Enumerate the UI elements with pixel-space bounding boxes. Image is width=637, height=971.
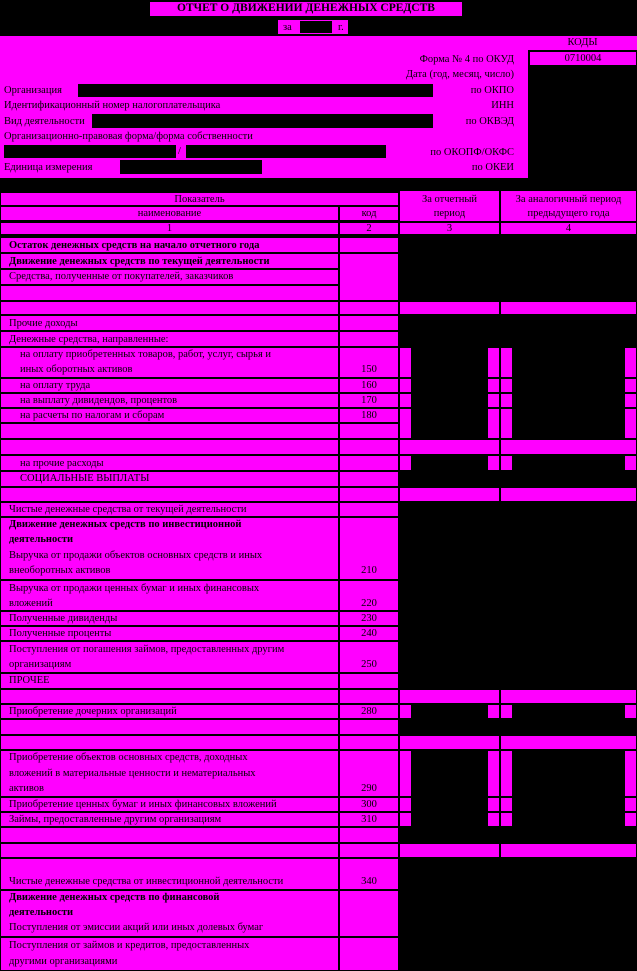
value-cell-edge: [400, 813, 411, 826]
legal-form-label: Организационно-правовая форма/форма собственности: [4, 131, 253, 142]
table-row: [1, 286, 338, 300]
value-cell-edge: [501, 409, 512, 438]
code-280: 280: [361, 706, 377, 717]
table-row: [1, 736, 338, 749]
table-row: [1, 488, 338, 501]
row-fixed-assets-purchase-3: активов: [9, 783, 44, 794]
row-current-activity: Движение денежных средств по текущей деятельности: [9, 256, 270, 267]
code-cell: [340, 332, 398, 346]
organization-label: Организация: [4, 85, 62, 96]
value-cell-edge: [501, 456, 512, 470]
code-cell: [340, 674, 398, 688]
code-cell: [340, 424, 398, 438]
value-cell[interactable]: [501, 690, 636, 703]
code-cell: [340, 938, 398, 970]
code-170: 170: [361, 395, 377, 406]
code-cell: [340, 828, 398, 842]
row-investing-1: Движение денежных средств по инвестиционной: [9, 519, 242, 530]
period-field[interactable]: [300, 21, 332, 33]
value-cell-edge: [400, 456, 411, 470]
code-240: 240: [361, 628, 377, 639]
activity-field[interactable]: [92, 114, 433, 128]
row-loans-repaid-1: Поступления от погашения займов, предоставленных другим: [9, 644, 285, 655]
value-cell[interactable]: [400, 844, 499, 857]
value-cell-edge: [488, 456, 499, 470]
unit-field[interactable]: [120, 160, 262, 174]
row-interest-received: Полученные проценты: [9, 628, 112, 639]
header-indicator: Показатель: [174, 194, 225, 205]
code-160: 160: [361, 380, 377, 391]
code-cell: [340, 891, 398, 936]
column-number-2: 2: [366, 223, 372, 234]
row-securities-sale-1: Выручка от продажи ценных бумаг и иных финансовых: [9, 583, 260, 594]
header-code: код: [361, 208, 377, 219]
period-g: г.: [338, 22, 344, 33]
code-cell: [340, 440, 398, 454]
header-name: наименование: [137, 208, 202, 219]
value-cell-edge: [400, 751, 411, 796]
value-cell-edge: [501, 798, 512, 811]
table-row: [1, 674, 338, 688]
value-cell-edge: [400, 409, 411, 438]
value-cell[interactable]: [501, 844, 636, 857]
code-cell: [340, 736, 398, 749]
code-250: 250: [361, 659, 377, 670]
legal-form-slash: /: [178, 146, 181, 157]
row-net-investing: Чистые денежные средства от инвестиционной деятельности: [9, 876, 284, 887]
okopf-label: по ОКОПФ/ОКФС: [430, 147, 514, 158]
row-fixed-assets-sale-2: внеоборотных активов: [9, 565, 111, 576]
code-cell: [340, 488, 398, 501]
code-cell: [340, 316, 398, 330]
row-funds-directed: Денежные средства, направленные:: [9, 334, 169, 345]
row-securities-sale-2: вложений: [9, 598, 53, 609]
value-cell-edge: [400, 379, 411, 392]
value-cell-edge: [488, 751, 499, 796]
code-230: 230: [361, 613, 377, 624]
page-title: ОТЧЕТ О ДВИЖЕНИИ ДЕНЕЖНЫХ СРЕДСТВ: [177, 2, 435, 14]
value-cell[interactable]: [501, 302, 636, 314]
code-210: 210: [361, 565, 377, 576]
table-row: [1, 828, 338, 842]
value-cell-edge: [501, 379, 512, 392]
table-row: [1, 720, 338, 734]
code-cell: [340, 844, 398, 857]
code-150: 150: [361, 364, 377, 375]
date-label: Дата (год, месяц, число): [405, 69, 514, 80]
forma-label: Форма № 4 по ОКУД: [419, 54, 514, 65]
code-cell: [340, 690, 398, 703]
header-current-2: период: [433, 208, 466, 219]
table-row: [1, 440, 338, 454]
header-current-1: За отчетный: [421, 194, 478, 205]
value-cell-edge: [400, 705, 411, 718]
row-loans-repaid-2: организациям: [9, 659, 72, 670]
row-dividends-interest: на выплату дивидендов, процентов: [20, 395, 178, 406]
value-cell-edge: [625, 379, 636, 392]
value-cell-edge: [625, 394, 636, 407]
value-cell-edge: [488, 798, 499, 811]
value-cell-edge: [488, 409, 499, 438]
value-cell-edge: [625, 705, 636, 718]
table-row: [1, 302, 338, 314]
value-cell-edge: [400, 798, 411, 811]
value-cell-edge: [488, 813, 499, 826]
value-cell-edge: [488, 379, 499, 392]
table-row: [1, 844, 338, 857]
legal-form-field-2[interactable]: [186, 145, 386, 158]
value-cell-edge: [501, 705, 512, 718]
code-cell: [340, 503, 398, 516]
row-dividends-received: Полученные дивиденды: [9, 613, 118, 624]
value-cell-edge: [625, 798, 636, 811]
value-cell-edge: [400, 394, 411, 407]
row-securities-purchase: Приобретение ценных бумаг и иных финансовых вложений: [9, 799, 277, 810]
code-300: 300: [361, 799, 377, 810]
row-fixed-assets-sale-1: Выручка от продажи объектов основных средств и иных: [9, 550, 263, 561]
value-cell-edge: [488, 394, 499, 407]
value-cell-edge: [501, 751, 512, 796]
activity-label: Вид деятельности: [4, 116, 85, 127]
value-cell-edge: [625, 409, 636, 438]
okud-value: 0710004: [564, 53, 602, 64]
value-cell-edge: [488, 348, 499, 377]
table-row: [1, 690, 338, 703]
row-opening-balance: Остаток денежных средств на начало отчетного года: [9, 240, 260, 251]
row-loans-received-1: Поступления от займов и кредитов, предоставленных: [9, 940, 250, 951]
okpo-label: по ОКПО: [470, 85, 514, 96]
row-financing-2: деятельности: [9, 907, 74, 918]
value-cell-edge: [625, 456, 636, 470]
row-other-income: Прочие доходы: [9, 318, 78, 329]
row-loans-received-2: другими организациями: [9, 956, 118, 967]
code-cell: [340, 238, 398, 252]
value-cell-edge: [488, 705, 499, 718]
code-cell: [340, 720, 398, 734]
row-shares-issue: Поступления от эмиссии акций или иных долевых бумаг: [9, 922, 264, 933]
row-net-current: Чистые денежные средства от текущей деятельности: [9, 504, 247, 515]
row-goods-payment-2: иных оборотных активов: [20, 364, 133, 375]
inn-code-label: ИНН: [491, 100, 514, 111]
value-cell-edge: [501, 394, 512, 407]
column-number-4: 4: [565, 223, 572, 234]
value-cell[interactable]: [400, 488, 499, 501]
row-from-customers: Средства, полученные от покупателей, заказчиков: [9, 271, 234, 282]
value-cell[interactable]: [400, 736, 499, 749]
codes-label: КОДЫ: [567, 37, 598, 48]
period-za: за: [283, 22, 292, 33]
value-cell[interactable]: [400, 302, 499, 314]
code-340: 340: [361, 876, 377, 887]
table-row: [1, 424, 338, 438]
column-number-3: 3: [446, 223, 453, 234]
value-cell[interactable]: [501, 736, 636, 749]
value-cell-edge: [501, 348, 512, 377]
value-cell[interactable]: [400, 690, 499, 703]
okei-label: по ОКЕИ: [471, 162, 514, 173]
row-loans-given: Займы, предоставленные другим организациям: [9, 814, 222, 825]
row-fixed-assets-purchase-1: Приобретение объектов основных средств, доходных: [9, 752, 248, 763]
header-prev-1: За аналогичный период: [515, 194, 622, 205]
code-cell: [340, 302, 398, 314]
value-cell-edge: [625, 751, 636, 796]
column-number-1: 1: [166, 223, 173, 234]
value-cell-edge: [625, 348, 636, 377]
value-cell-edge: [625, 813, 636, 826]
row-financing-1: Движение денежных средств по финансовой: [9, 892, 220, 903]
value-cell-edge: [501, 813, 512, 826]
value-cell[interactable]: [400, 440, 499, 454]
unit-label: Единица измерения: [4, 162, 93, 173]
row-goods-payment-1: на оплату приобретенных товаров, работ, услуг, сырья и: [20, 349, 272, 360]
row-fixed-assets-purchase-2: вложений в материальные ценности и нематериальных: [9, 768, 256, 779]
code-290: 290: [361, 783, 377, 794]
row-taxes: на расчеты по налогам и сборам: [20, 410, 165, 421]
row-salary: на оплату труда: [20, 380, 91, 391]
organization-field[interactable]: [78, 84, 433, 97]
header-prev-2: предыдущего года: [527, 208, 610, 219]
legal-form-field-1[interactable]: [4, 145, 176, 158]
code-cell: [340, 472, 398, 486]
inn-label: Идентификационный номер налогоплательщика: [4, 100, 221, 111]
value-cell[interactable]: [501, 488, 636, 501]
row-other-investing: ПРОЧЕЕ: [9, 675, 50, 686]
value-cell[interactable]: [501, 440, 636, 454]
row-subsidiaries: Приобретение дочерних организаций: [9, 706, 177, 717]
row-investing-2: деятельности: [9, 534, 74, 545]
row-social-payments: СОЦИАЛЬНЫЕ ВЫПЛАТЫ: [20, 473, 150, 484]
code-180: 180: [361, 410, 377, 421]
code-cell: [340, 254, 398, 300]
row-other-expenses: на прочие расходы: [20, 458, 104, 469]
code-cell: [340, 456, 398, 470]
code-310: 310: [361, 814, 377, 825]
code-220: 220: [361, 598, 377, 609]
value-cell-edge: [400, 348, 411, 377]
okved-label: по ОКВЭД: [465, 116, 514, 127]
